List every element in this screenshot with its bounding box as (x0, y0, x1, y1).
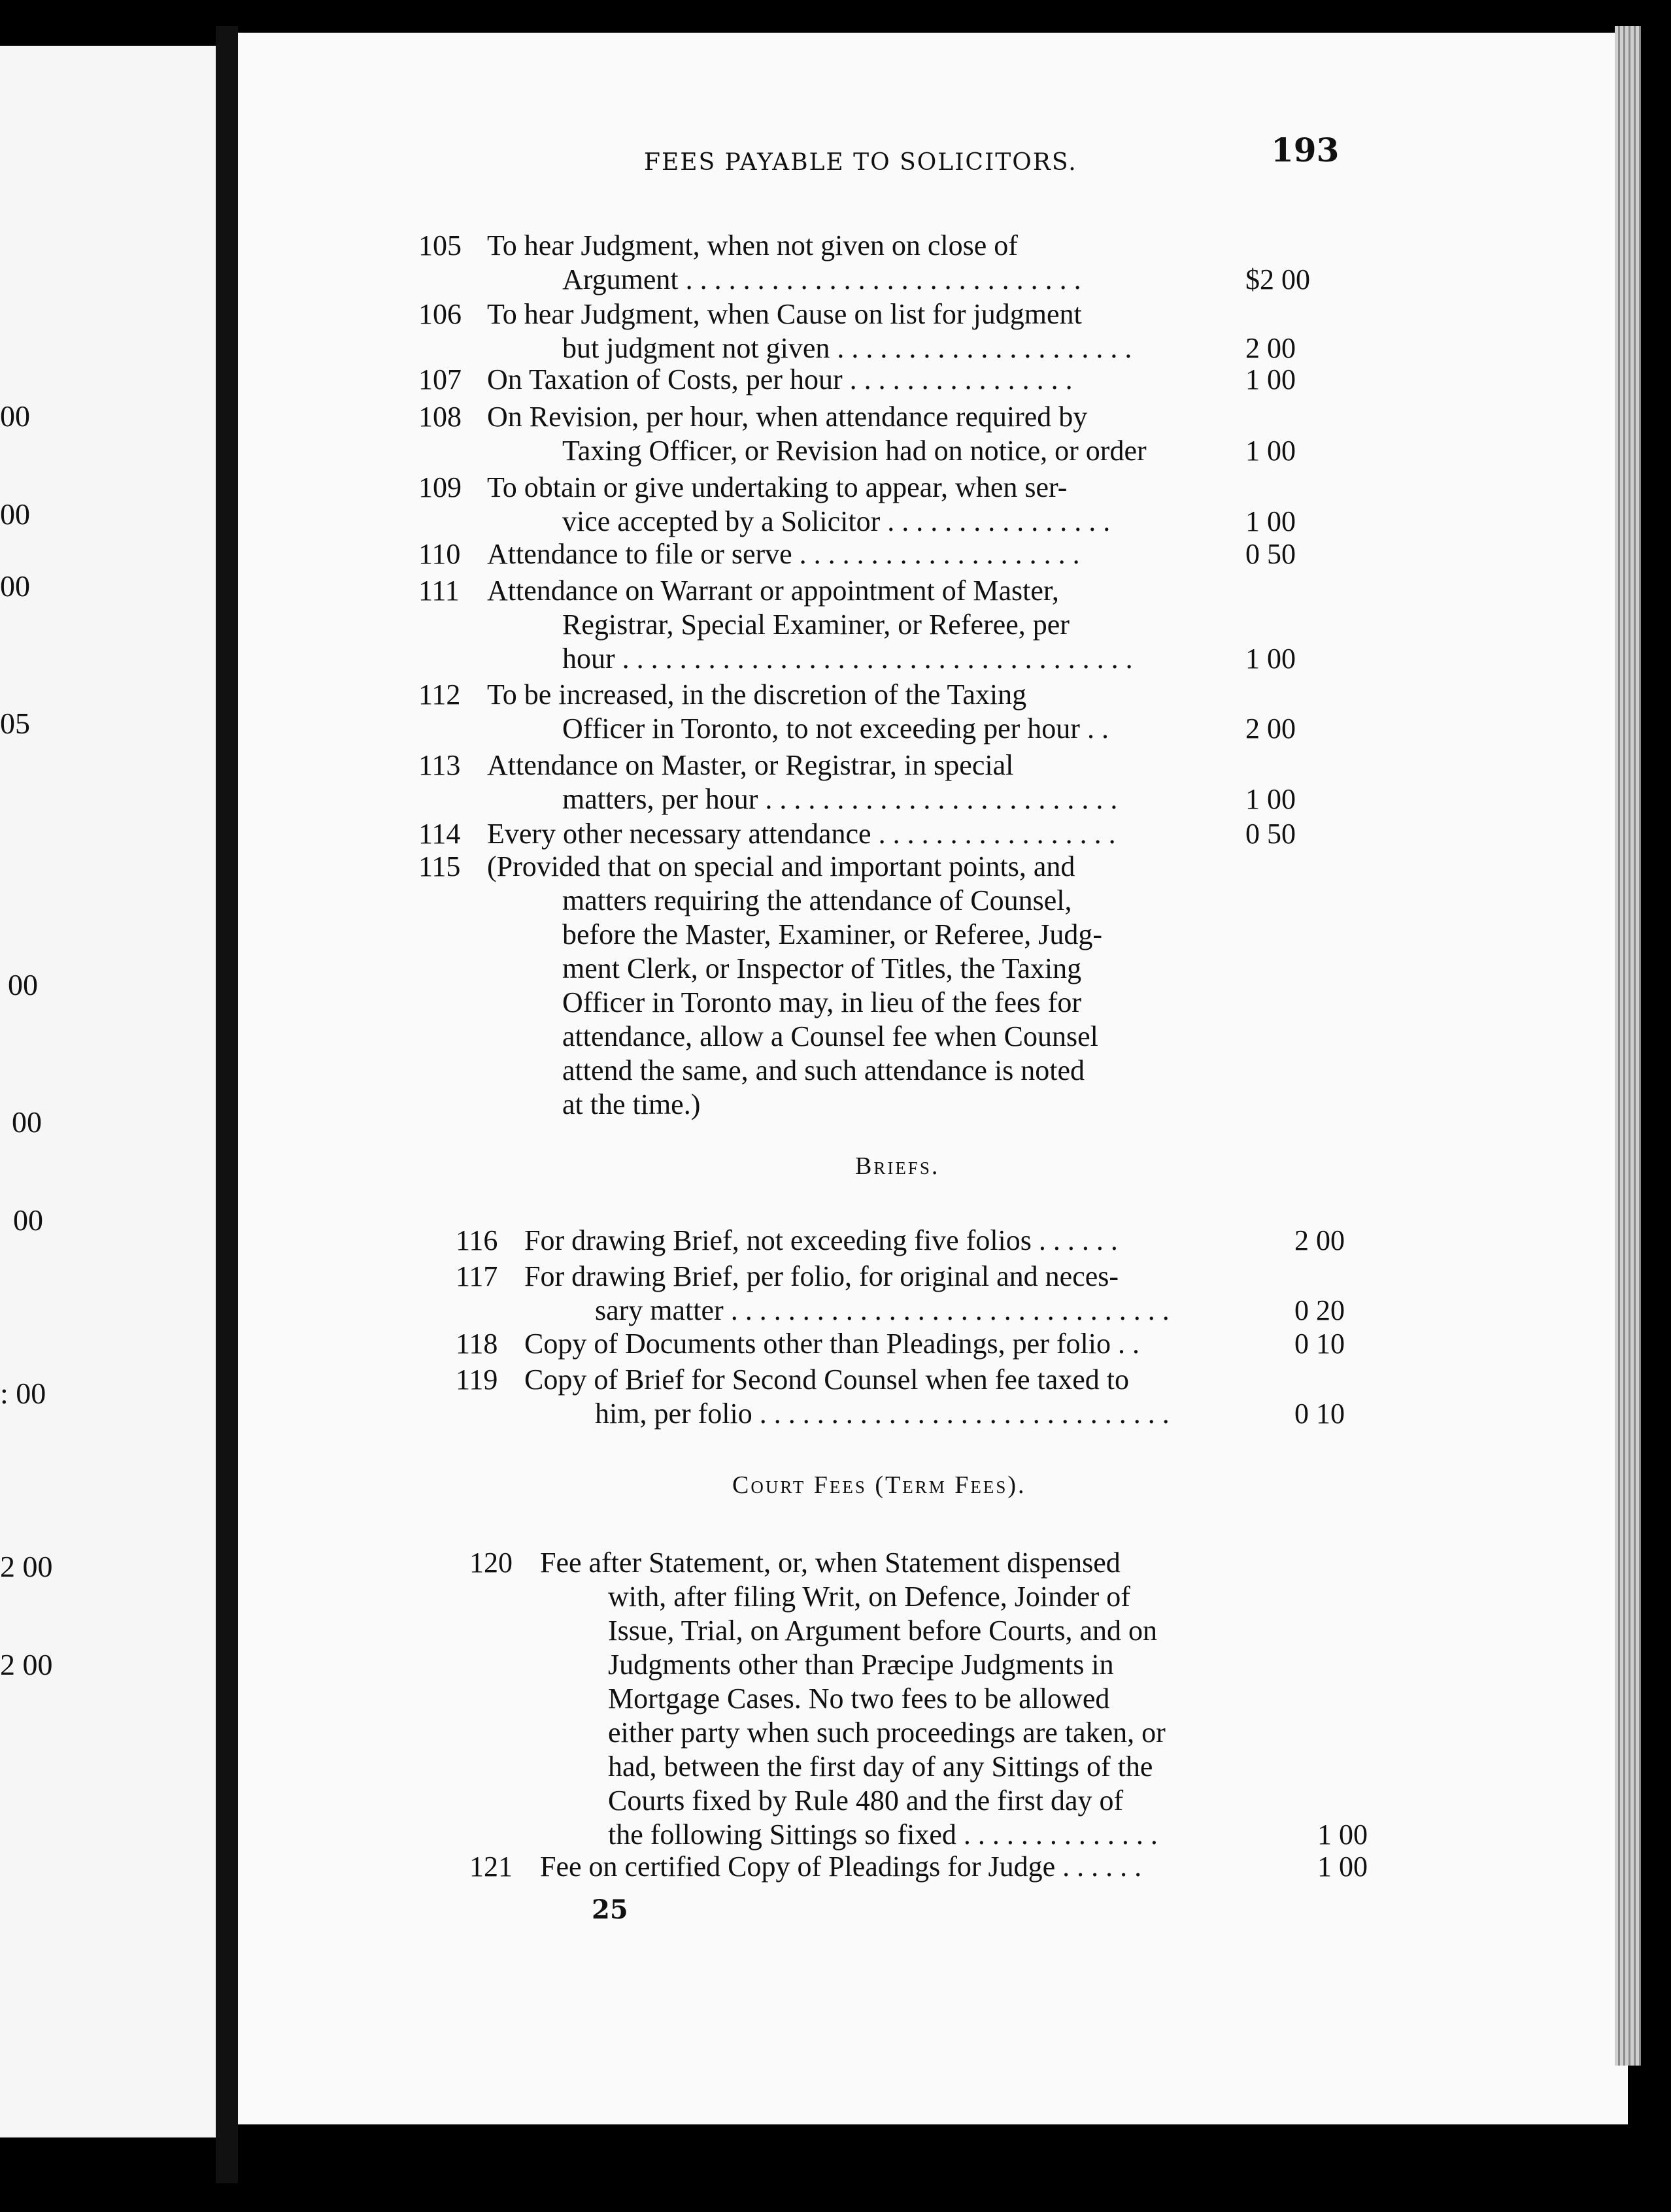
entry-text-line: matters, per hour . . . . . . . . . . . . . . . . . . . . . . . . . (562, 783, 1118, 815)
entry-number: 119 (456, 1364, 498, 1396)
entry-number: 121 (469, 1851, 513, 1883)
entry-number: 107 (418, 363, 462, 395)
entry-number: 113 (418, 749, 461, 781)
entry-number: 115 (418, 850, 461, 882)
entry-amount: $2 00 (1245, 263, 1310, 295)
prev-page-amount: 00 (13, 1203, 43, 1237)
prev-page-amount: 2 00 (0, 1550, 53, 1583)
entry-text-line: Attendance on Master, or Registrar, in special (487, 749, 1014, 781)
prev-page-amount: 00 (0, 399, 30, 433)
entry-text-line: before the Master, Examiner, or Referee, Judg- (562, 918, 1103, 950)
entry-number: 105 (418, 229, 462, 261)
entry-amount: 2 00 (1245, 332, 1296, 364)
entry-number: 106 (418, 298, 462, 330)
signature-mark: 25 (592, 1894, 628, 1925)
entry-number: 116 (456, 1224, 498, 1256)
book-gutter (216, 26, 238, 2183)
entry-number: 110 (418, 538, 461, 570)
entry-amount: 1 00 (1245, 505, 1296, 537)
entry-text-line: For drawing Brief, per folio, for original and neces- (524, 1260, 1119, 1292)
page-number: 193 (1271, 131, 1340, 169)
entry-text-line: vice accepted by a Solicitor . . . . . . . . . . . . . . . . (562, 505, 1111, 537)
entry-text-line: Every other necessary attendance . . . . . . . . . . . . . . . . . (487, 818, 1116, 850)
entry-amount: 0 20 (1294, 1294, 1345, 1326)
entry-text-line: Officer in Toronto, to not exceeding per hour . . (562, 712, 1109, 745)
entry-text-line: Registrar, Special Examiner, or Referee, per (562, 609, 1070, 641)
entry-amount: 1 00 (1317, 1851, 1368, 1883)
entry-amount: 2 00 (1294, 1224, 1345, 1256)
entry-text-line: Judgments other than Præcipe Judgments in (608, 1649, 1114, 1681)
entry-text-line: Taxing Officer, or Revision had on notice, or order (562, 435, 1147, 467)
entry-text-line: Copy of Documents other than Pleadings, per folio . . (524, 1328, 1139, 1360)
entry-text-line: Attendance on Warrant or appointment of Master, (487, 575, 1059, 607)
entry-text-line: Argument . . . . . . . . . . . . . . . . . . . . . . . . . . . . (562, 263, 1081, 295)
prev-page-amount: 00 (8, 968, 38, 1001)
entry-text-line: On Revision, per hour, when attendance required by (487, 401, 1088, 433)
entry-amount: 1 00 (1317, 1818, 1368, 1851)
previous-page (0, 46, 216, 2137)
entry-text-line: Issue, Trial, on Argument before Courts, and on (608, 1615, 1158, 1647)
briefs-heading: Briefs. (855, 1152, 940, 1180)
prev-page-amount: 00 (12, 1105, 42, 1139)
entry-text-line: Copy of Brief for Second Counsel when fee taxed to (524, 1364, 1129, 1396)
entry-text-line: (Provided that on special and important points, and (487, 850, 1075, 882)
entry-number: 120 (469, 1547, 513, 1579)
prev-page-amount: 00 (0, 497, 30, 531)
entry-amount: 1 00 (1245, 363, 1296, 395)
entry-number: 109 (418, 471, 462, 503)
entry-text-line: either party when such proceedings are taken, or (608, 1717, 1166, 1749)
entry-number: 114 (418, 818, 461, 850)
entry-number: 108 (418, 401, 462, 433)
entry-text-line: To hear Judgment, when not given on close of (487, 229, 1018, 261)
court-fees-heading: Court Fees (Term Fees). (732, 1471, 1026, 1499)
entry-text-line: Fee on certified Copy of Pleadings for Judge . . . . . . (540, 1851, 1142, 1883)
entry-amount: 2 00 (1245, 712, 1296, 745)
entry-text-line: Officer in Toronto may, in lieu of the fees for (562, 986, 1081, 1018)
entry-text-line: Mortgage Cases. No two fees to be allowed (608, 1683, 1110, 1715)
entry-text-line: at the time.) (562, 1088, 701, 1120)
entry-amount: 1 00 (1245, 643, 1296, 675)
entry-text-line: To be increased, in the discretion of the Taxing (487, 679, 1027, 711)
entry-number: 111 (418, 575, 460, 607)
entry-text-line: ment Clerk, or Inspector of Titles, the Taxing (562, 952, 1082, 984)
entry-number: 117 (456, 1260, 498, 1292)
entry-text-line: To hear Judgment, when Cause on list for judgment (487, 298, 1082, 330)
entry-text-line: To obtain or give undertaking to appear, when ser- (487, 471, 1068, 503)
entry-text-line: the following Sittings so fixed . . . . . . . . . . . . . . (608, 1818, 1158, 1851)
prev-page-amount: : 00 (0, 1377, 46, 1410)
prev-page-amount: 2 00 (0, 1648, 53, 1681)
entry-text-line: Attendance to file or serve . . . . . . . . . . . . . . . . . . . . (487, 538, 1080, 570)
entry-text-line: hour . . . . . . . . . . . . . . . . . . . . . . . . . . . . . . . . . . . . (562, 643, 1133, 675)
entry-amount: 0 50 (1245, 538, 1296, 570)
entry-amount: 1 00 (1245, 435, 1296, 467)
entry-amount: 0 10 (1294, 1398, 1345, 1430)
entry-text-line: attend the same, and such attendance is noted (562, 1054, 1085, 1086)
prev-page-amount: 05 (0, 707, 30, 740)
prev-page-amount: 00 (0, 569, 30, 603)
entry-amount: 1 00 (1245, 783, 1296, 815)
running-title: FEES PAYABLE TO SOLICITORS. (644, 149, 1077, 176)
entry-text-line: On Taxation of Costs, per hour . . . . . . . . . . . . . . . . (487, 363, 1073, 395)
entry-amount: 0 10 (1294, 1328, 1345, 1360)
entry-text-line: with, after filing Writ, on Defence, Joinder of (608, 1581, 1130, 1613)
entry-text-line: sary matter . . . . . . . . . . . . . . . . . . . . . . . . . . . . . . . (595, 1294, 1170, 1326)
entry-text-line: attendance, allow a Counsel fee when Counsel (562, 1020, 1098, 1052)
entry-text-line: For drawing Brief, not exceeding five folios . . . . . . (524, 1224, 1118, 1256)
entry-number: 118 (456, 1328, 498, 1360)
entry-text-line: but judgment not given . . . . . . . . . . . . . . . . . . . . . (562, 332, 1132, 364)
entry-amount: 0 50 (1245, 818, 1296, 850)
entry-text-line: Fee after Statement, or, when Statement dispensed (540, 1547, 1121, 1579)
entry-text-line: Courts fixed by Rule 480 and the first day of (608, 1785, 1124, 1817)
entry-text-line: him, per folio . . . . . . . . . . . . . . . . . . . . . . . . . . . . . (595, 1398, 1170, 1430)
entry-text-line: had, between the first day of any Sittings of the (608, 1751, 1153, 1783)
entry-text-line: matters requiring the attendance of Counsel, (562, 884, 1072, 916)
page-edge (1615, 26, 1641, 2066)
entry-number: 112 (418, 679, 461, 711)
